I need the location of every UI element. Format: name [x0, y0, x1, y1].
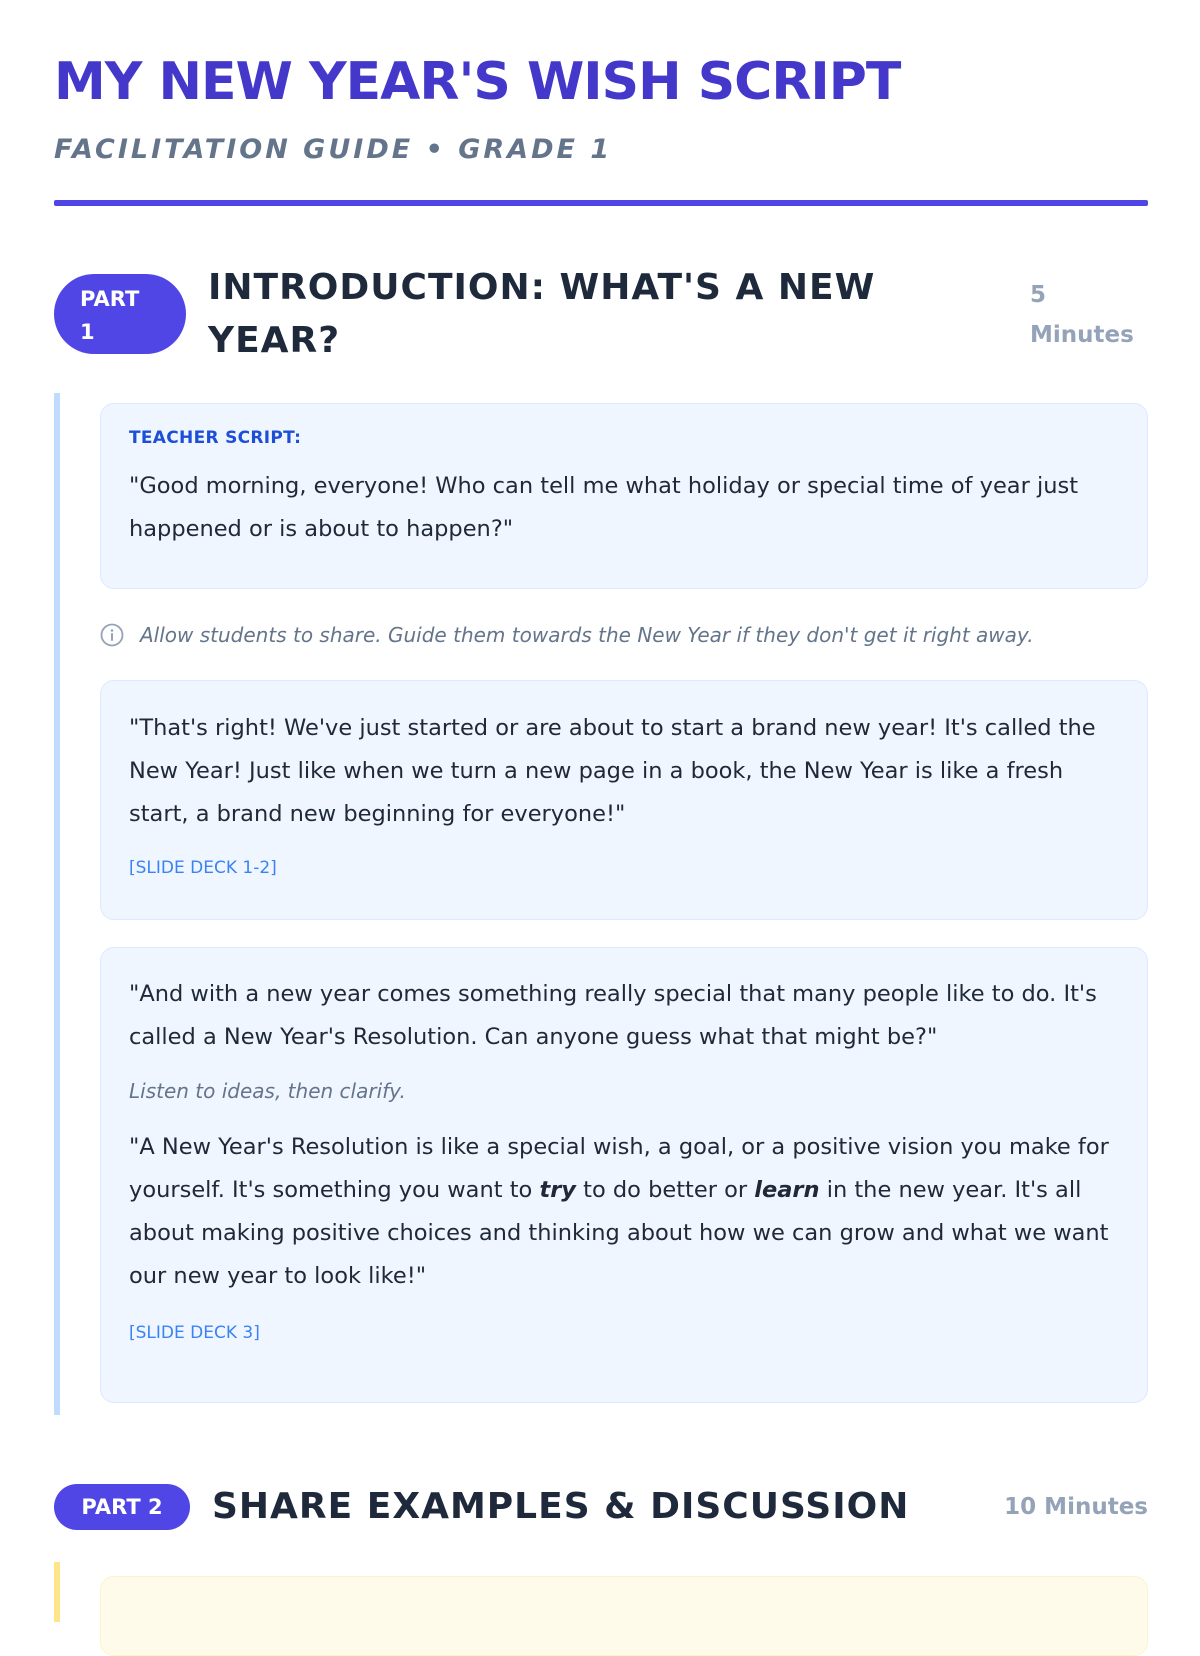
part-2-title: SHARE EXAMPLES & DISCUSSION: [212, 1486, 910, 1527]
part-1-section-rail: [54, 393, 60, 1415]
part-1-badge-number: 1: [80, 320, 95, 344]
part-2-duration: 10 Minutes: [1004, 1494, 1148, 1520]
teacher-script-text-1: "Good morning, everyone! Who can tell me what holiday or special time of year just happened or is about to happen?": [129, 473, 1079, 542]
slide-reference-2: [SLIDE DECK 3]: [129, 1323, 260, 1343]
teacher-script-text-3: "And with a new year comes something really special that many people like to do. It's called a New Year's Resolution. Can anyone guess what that might be?": [129, 981, 1097, 1050]
script-4-part-b: to do better or: [575, 1177, 755, 1203]
facilitator-note: [100, 619, 1148, 651]
facilitator-note-text: Allow students to share. Guide them towards the New Year if they don't get it right away.: [140, 623, 1034, 647]
teacher-script-label: TEACHER SCRIPT:: [129, 428, 302, 448]
part-1-duration-unit: Minutes: [1030, 322, 1134, 348]
part-2-script-card: [100, 1576, 1148, 1656]
document-title: MY NEW YEAR'S WISH SCRIPT: [54, 52, 901, 112]
script-card-new-year: [100, 680, 1148, 920]
part-1-duration: [1030, 275, 1140, 355]
script-4-part-c: in the new year. It's all about making positive choices and thinking about how we can grow and what we want our new year to look like!": [129, 1177, 1109, 1289]
part-1-badge-word: PART: [80, 287, 140, 311]
info-icon: [100, 623, 124, 647]
teacher-script-card: [100, 403, 1148, 589]
part-2-section-rail: [54, 1562, 60, 1622]
teacher-script-text-2: "That's right! We've just started or are about to start a brand new year! It's called the New Year! Just like when we turn a new page in a book, the New Year is like a fresh start, a brand new beginning for everyone!": [129, 715, 1096, 827]
title-divider: [54, 200, 1148, 206]
teacher-script-text-4: [129, 1126, 1119, 1298]
part-1-duration-number: 5: [1030, 282, 1047, 308]
slide-reference-1: [SLIDE DECK 1-2]: [129, 858, 277, 878]
script-4-part-a: "A New Year's Resolution is like a special wish, a goal, or a positive vision you make for yourself. It's something you want to: [129, 1134, 1109, 1203]
emphasis-learn: learn: [754, 1177, 820, 1203]
part-1-badge: [54, 274, 186, 354]
part-2-badge: PART 2: [54, 1484, 190, 1530]
inline-facilitator-note: Listen to ideas, then clarify.: [129, 1079, 406, 1103]
part-1-title: INTRODUCTION: WHAT'S A NEW YEAR?: [208, 267, 876, 361]
script-card-resolution: [100, 947, 1148, 1403]
emphasis-try: try: [539, 1177, 576, 1203]
document-subtitle: FACILITATION GUIDE • GRADE 1: [54, 134, 613, 165]
